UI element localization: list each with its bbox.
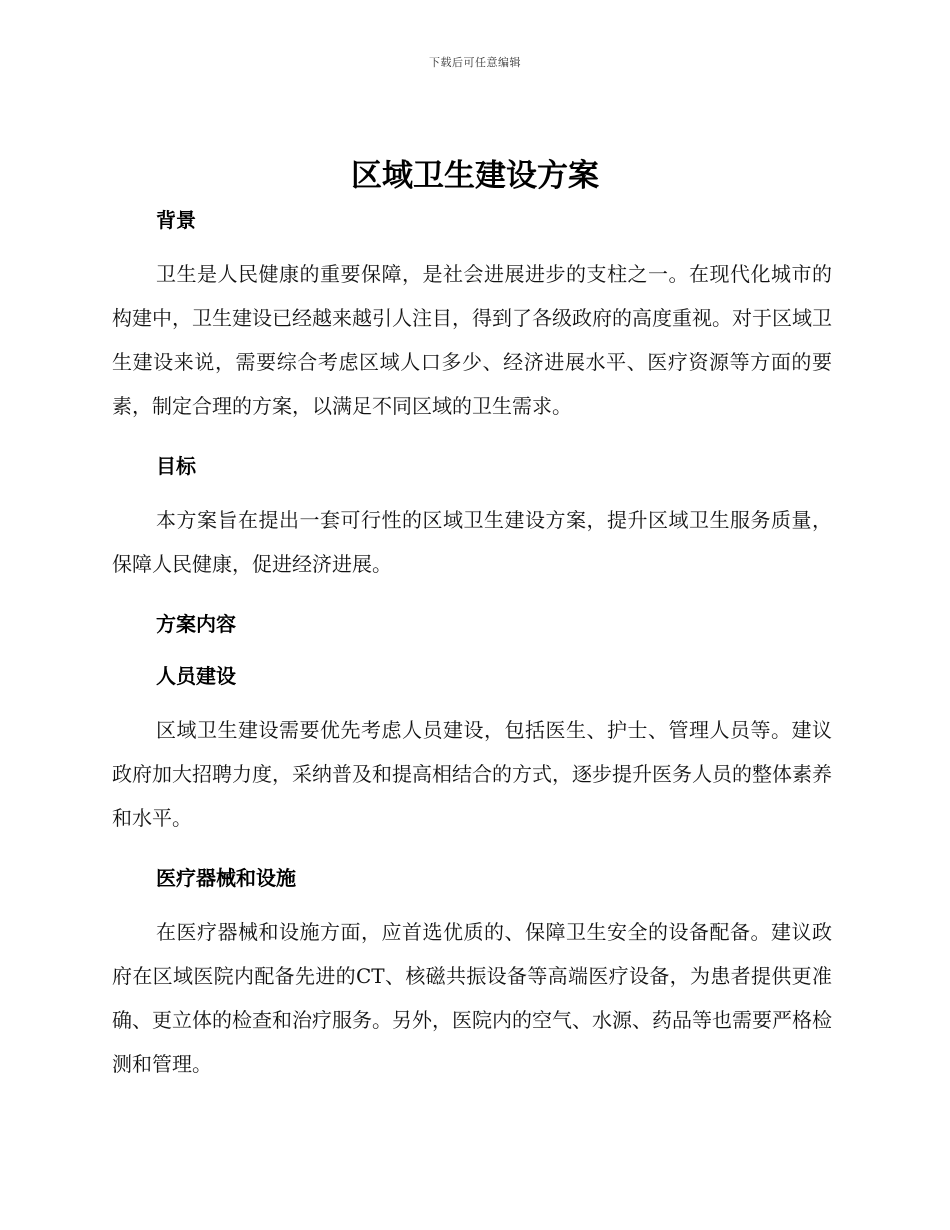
- document-body: [112, 206, 832, 1086]
- section-paragraph-goal: 本方案旨在提出一套可行性的区域卫生建设方案，提升区域卫生服务质量，保障人民健康，促进经济进展。: [112, 508, 832, 576]
- section-heading-plan: 方案内容: [156, 612, 236, 636]
- section-paragraph-staff: 区域卫生建设需要优先考虑人员建设，包括医生、护士、管理人员等。建议政府加大招聘力度，采纳普及和提高相结合的方式，逐步提升医务人员的整体素养和水平。: [112, 718, 832, 830]
- section-heading-goal: 目标: [156, 454, 196, 478]
- section-heading-background: 背景: [156, 208, 196, 232]
- section-paragraph-equipment: 在医疗器械和设施方面，应首选优质的、保障卫生安全的设备配备。建议政府在区域医院内配备先进的CT、核磁共振设备等高端医疗设备，为患者提供更准确、更立体的检查和治疗服务。另外，医院内的空气、水源、药品等也需要严格检测和管理。: [112, 920, 832, 1076]
- section-paragraph-background: 卫生是人民健康的重要保障，是社会进展进步的支柱之一。在现代化城市的构建中，卫生建设已经越来越引人注目，得到了各级政府的高度重视。对于区域卫生建设来说，需要综合考虑区域人口多少、经济进展水平、医疗资源等方面的要素，制定合理的方案，以满足不同区域的卫生需求。: [112, 262, 832, 418]
- section-heading-equipment: 医疗器械和设施: [156, 866, 296, 890]
- page-header: 下载后可任意编辑: [429, 56, 521, 69]
- section-heading-staff: 人员建设: [156, 664, 236, 688]
- document-title: 区域卫生建设方案: [351, 158, 599, 194]
